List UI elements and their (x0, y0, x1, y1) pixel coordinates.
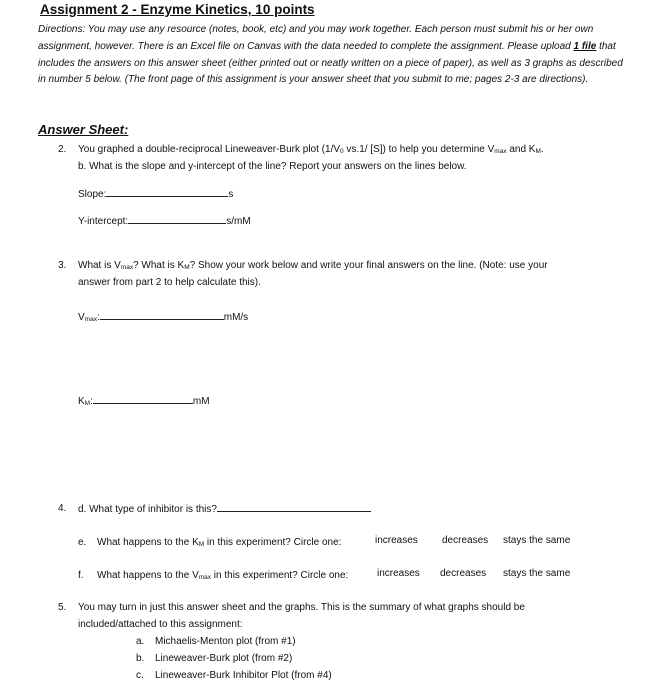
km-choice-stays-same[interactable]: stays the same (503, 535, 571, 546)
q3-line1-a: What is V (78, 260, 121, 271)
answer-sheet-heading: Answer Sheet: (38, 122, 129, 137)
intercept-unit: s/mM (226, 216, 251, 227)
vmax-unit: mM/s (223, 312, 249, 323)
q5-item-b-letter: b. (136, 653, 145, 664)
q5-item-a-letter: a. (136, 636, 145, 647)
vmax-answer-line[interactable] (100, 309, 224, 320)
inhibitor-type-answer-line[interactable] (217, 501, 371, 512)
q3-line2: answer from part 2 to help calculate this). (78, 277, 261, 288)
q5-item-c-letter: c. (136, 670, 144, 681)
directions-emphasis: 1 file (573, 40, 597, 52)
q4-f-letter: f. (78, 570, 84, 581)
km-sub: M (84, 400, 91, 407)
slope-answer-line[interactable] (106, 186, 228, 197)
km-label: K (78, 396, 85, 407)
q3-sub-m: M (184, 264, 190, 271)
q4-f-sub: max (198, 574, 212, 581)
km-row (78, 393, 210, 412)
intercept-label: Y-intercept: (78, 216, 129, 227)
q4-d-row (78, 501, 371, 518)
q3-line1-c: ? Show your work below and write your final answers on the line. (Note: use your (189, 260, 548, 271)
q5-line1: You may turn in just this answer sheet and the graphs. This is the summary of what graphs should be (78, 602, 525, 613)
intercept-row (78, 213, 251, 230)
q4-number: 4. (58, 503, 67, 514)
slope-unit: s (228, 189, 234, 200)
slope-row (78, 186, 233, 203)
q4-e-sub: M (198, 541, 205, 548)
slope-label: Slope: (78, 189, 107, 200)
q3-line1 (78, 258, 548, 276)
vmax-choice-decreases[interactable]: decreases (440, 568, 487, 579)
km-choice-increases[interactable]: increases (375, 535, 418, 546)
vmax-choice-increases[interactable]: increases (377, 568, 420, 579)
vmax-choice-stays-same[interactable]: stays the same (503, 568, 571, 579)
vmax-row (78, 309, 248, 328)
directions-text-2: that includes the answers on this answer sheet (either printed out or neatly written on a piece of paper), as well as 3 graphs as described in number 5 below. (The front page of this assignment is your answer sheet that you submit to me; pages 2-3 are directions). (38, 40, 623, 86)
q2-line2: b. What is the slope and y-intercept of the line? Report your answers on the lines below. (78, 161, 467, 172)
km-answer-line[interactable] (93, 393, 193, 404)
q5-item-b-text: Lineweaver-Burk plot (from #2) (155, 653, 293, 664)
q2-sub-0: 0 (340, 148, 344, 155)
km-choice-decreases[interactable]: decreases (442, 535, 489, 546)
vmax-sub: max (84, 316, 97, 323)
q5-item-a-text: Michaelis-Menton plot (from #1) (155, 636, 296, 647)
q2-sub-m: M (535, 148, 541, 155)
q2-line1-c: and K (506, 144, 536, 155)
q4-e-letter: e. (78, 537, 87, 548)
vmax-label: V (78, 312, 85, 323)
q2-sub-max: max (494, 148, 507, 155)
q4-e-text-b: in this experiment? Circle one: (204, 537, 342, 548)
q2-number: 2. (58, 144, 67, 155)
km-unit: mM (192, 396, 210, 407)
q2-line1 (78, 142, 544, 160)
directions-text-1: Directions: You may use any resource (notes, book, etc) and you may work together. Each person must submit his or her own assignment, however. There is an Excel file on Canvas with the data needed to complete the assignment. Please upload (38, 24, 594, 52)
directions-paragraph (38, 22, 628, 89)
q4-e-text (97, 535, 341, 553)
vmax-colon: : (96, 312, 100, 323)
q3-line1-b: ? What is K (133, 260, 185, 271)
assignment-title: Assignment 2 - Enzyme Kinetics, 10 points (40, 2, 315, 17)
q5-number: 5. (58, 602, 67, 613)
q3-number: 3. (58, 260, 67, 271)
intercept-answer-line[interactable] (128, 213, 226, 224)
km-colon: : (90, 396, 93, 407)
q4-f-text-a: What happens to the V (97, 570, 199, 581)
q2-line1-b: vs.1/ [S]) to help you determine V (343, 144, 495, 155)
q2-line1-d: . (540, 144, 544, 155)
q4-d-text: d. What type of inhibitor is this? (78, 504, 217, 515)
q2-line1-a: You graphed a double-reciprocal Lineweaver-Burk plot (1/V (78, 144, 341, 155)
q4-f-text (97, 568, 348, 586)
q4-e-text-a: What happens to the K (97, 537, 199, 548)
q5-item-c-text: Lineweaver-Burk Inhibitor Plot (from #4) (155, 670, 332, 681)
q5-line2: included/attached to this assignment: (78, 619, 243, 630)
q4-f-text-b: in this experiment? Circle one: (211, 570, 349, 581)
q3-sub-max: max (120, 264, 134, 271)
